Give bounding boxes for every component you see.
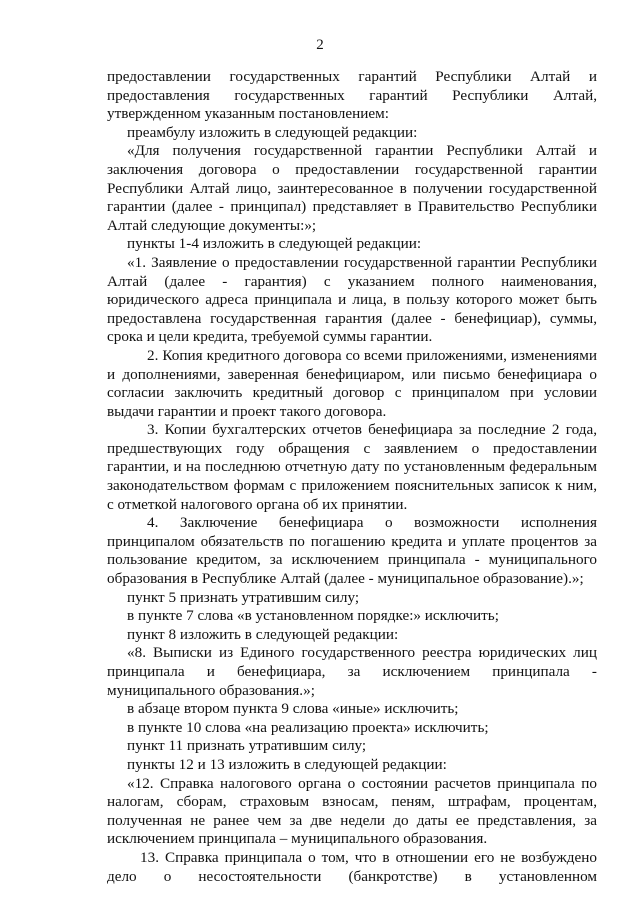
paragraph-item-9-amendment: в абзаце втором пункта 9 слова «иные» исключить; bbox=[127, 700, 459, 718]
paragraph-item-3: 3. Копии бухгалтерских отчетов бенефициара за последние 2 года, предшествующих году обращения с заявлением о предоставлении гарантии, и на последнюю отчетную дату по установленным федеральным законодательством формам с приложением пояснительных записок к ним, с отметкой налогового органа об их принятии. bbox=[107, 421, 597, 513]
paragraph-items-12-13-instruction: пункты 12 и 13 изложить в следующей редакции: bbox=[127, 755, 447, 773]
paragraph-items-1-4-instruction: пункты 1-4 изложить в следующей редакции: bbox=[127, 235, 422, 253]
paragraph-item-4: 4. Заключение бенефициара о возможности исполнения принципалом обязательств по погашению кредита и уплате процентов за пользование кредитом, за исключением принципала - муниципального образования в Республике Алтай (далее - муниципальное образование).»; bbox=[107, 514, 597, 588]
paragraph-preamble-instruction: преамбулу изложить в следующей редакции: bbox=[127, 123, 418, 141]
paragraph-item-12: «12. Справка налогового органа о состоянии расчетов принципала по налогам, сборам, страховым взносам, пеням, штрафам, процентам, полученная не ранее чем за две недели до даты ее представления, за исключением принципала – муниципального образования. bbox=[107, 774, 597, 848]
paragraph-preamble-text: «Для получения государственной гарантии Республики Алтай и заключения договора о предоставлении государственной гарантии Республики Алтай лицо, заинтересованное в получении государственной гарантии (далее - принципал) представляет в Правительство Республики Алтай следующие документы:»; bbox=[107, 142, 597, 234]
paragraph-item-7-amendment: в пункте 7 слова «в установленном порядке:» исключить; bbox=[127, 607, 499, 625]
paragraph-item-5-amendment: пункт 5 признать утратившим силу; bbox=[127, 588, 360, 606]
paragraph-item-8: «8. Выписки из Единого государственного реестра юридических лиц принципала и бенефициара, за исключением принципала - муниципального образования.»; bbox=[107, 644, 597, 699]
document-body bbox=[107, 68, 597, 886]
paragraph-item-8-instruction: пункт 8 изложить в следующей редакции: bbox=[127, 625, 399, 643]
paragraph-item-13: 13. Справка принципала о том, что в отношении его не возбуждено дело о несостоятельности (банкротстве) в установленном bbox=[107, 848, 597, 885]
paragraph-item-1: «1. Заявление о предоставлении государственной гарантии Республики Алтай (далее - гарантия) с указанием полного наименования, юридического адреса принципала и лица, в пользу которого может быть предоставлена государственная гарантия (далее - бенефициар), суммы, срока и цели кредита, требуемой суммы гарантии. bbox=[107, 253, 597, 346]
paragraph-continuation: предоставлении государственных гарантий Республики Алтай и предоставления государственных гарантий Республики Алтай, утвержденном указанным постановлением: bbox=[107, 68, 597, 123]
paragraph-item-2: 2. Копия кредитного договора со всеми приложениями, изменениями и дополнениями, заверенная бенефициаром, или письмо бенефициара о согласии заключить кредитный договор с принципалом при условии выдачи гарантии и проект такого договора. bbox=[107, 346, 597, 420]
paragraph-item-10-amendment: в пункте 10 слова «на реализацию проекта» исключить; bbox=[127, 718, 489, 736]
page-number: 2 bbox=[316, 37, 324, 53]
paragraph-item-11-amendment: пункт 11 признать утратившим силу; bbox=[127, 737, 367, 755]
